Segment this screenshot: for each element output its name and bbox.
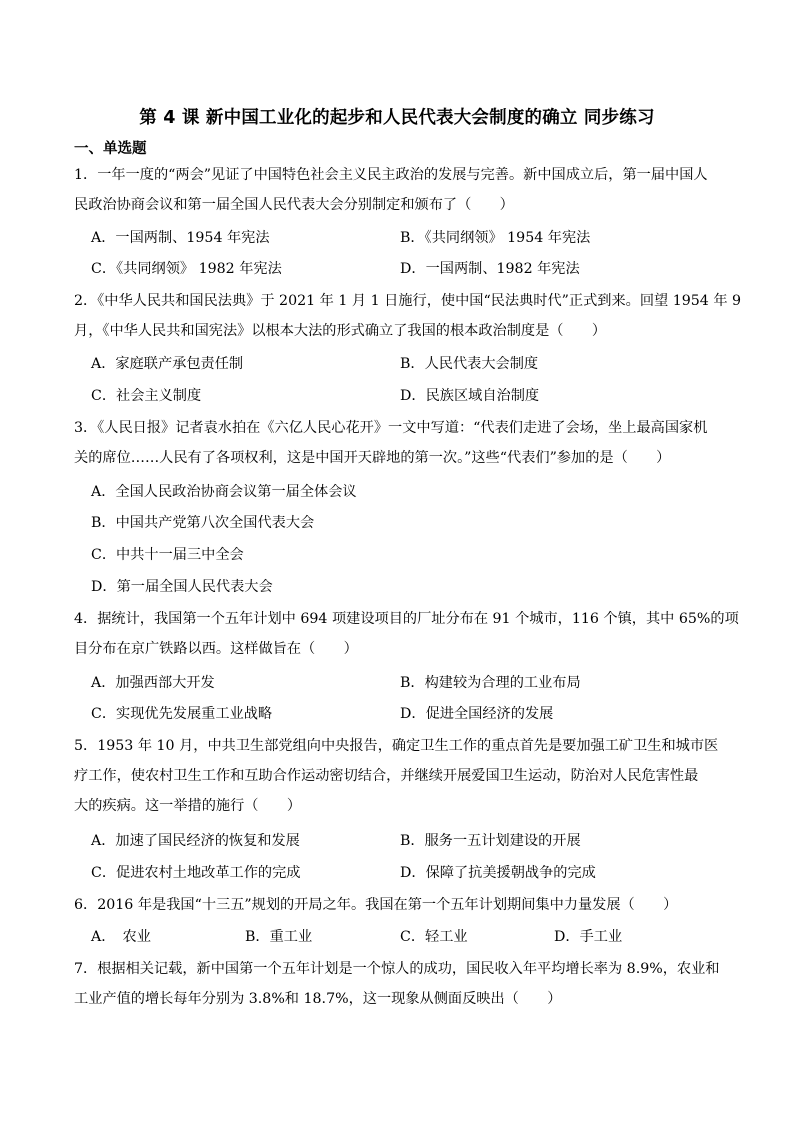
question-text-line: 疗工作，使农村卫生工作和互助合作运动密切结合，并继续开展爱国卫生运动，防治对人民危害性最 (74, 768, 699, 784)
option-c: C．实现优先发展重工业战略 (91, 706, 273, 722)
option-b: B．人民代表大会制度 (400, 356, 539, 372)
question-text-line: 月，《中华人民共和国宪法》以根本大法的形式确立了我国的根本政治制度是（ ） (74, 323, 607, 339)
option-d: D．促进全国经济的发展 (400, 706, 554, 722)
option-b: B．构建较为合理的工业布局 (400, 675, 581, 691)
question-5 (74, 731, 726, 821)
question-text-line: 4．据统计，我国第一个五年计划中 694 项建设项目的厂址分布在 91 个城市，116 个镇，其中 65%的项 (74, 611, 739, 627)
option-c: C．社会主义制度 (91, 388, 202, 404)
question-text-line: 大的疾病。这一举措的施行（ ） (74, 798, 302, 814)
option-d: D．民族区域自治制度 (400, 388, 540, 404)
question-text-line: 1．一年一度的“两会”见证了中国特色社会主义民主政治的发展与完善。新中国成立后，第一届中国人 (74, 167, 708, 183)
option-d: D．第一届全国人民代表大会 (91, 579, 273, 595)
option-a: A．加强西部大开发 (91, 675, 215, 691)
question-text-line: 6．2016 年是我国“十三五”规划的开局之年。我国在第一个五年计划期间集中力量发展（ ） (74, 897, 678, 913)
option-b: B．服务一五计划建设的开展 (400, 833, 581, 849)
option-a: A．家庭联产承包责任制 (91, 356, 244, 372)
option-c: C．《共同纲领》 1982 年宪法 (91, 261, 282, 277)
question-4 (74, 604, 739, 664)
question-text-line: 5．1953 年 10 月，中共卫生部党组向中央报告，确定卫生工作的重点首先是要加强工矿卫生和城市医 (74, 738, 719, 754)
question-6 (74, 890, 726, 920)
option-a: A．一国两制、1954 年宪法 (91, 230, 270, 246)
question-text-line: 工业产值的增长每年分别为 3.8%和 18.7%，这一现象从侧面反映出（ ） (74, 991, 562, 1007)
question-2 (74, 286, 742, 346)
page-title: 第 4 课 新中国工业化的起步和人民代表大会制度的确立 同步练习 (139, 108, 655, 128)
option-d: D．手工业 (554, 929, 623, 945)
question-text-line: 目分布在京广铁路以西。这样做旨在（ ） (74, 641, 358, 657)
option-b: B．重工业 (245, 929, 313, 945)
question-text-line: 民政治协商会议和第一届全国人民代表大会分别制定和颁布了（ ） (74, 197, 514, 213)
option-d: D．保障了抗美援朝战争的完成 (400, 865, 596, 881)
option-a: A．全国人民政治协商会议第一届全体会议 (91, 484, 357, 500)
option-b: B．《共同纲领》 1954 年宪法 (400, 230, 591, 246)
section-heading: 一、单选题 (74, 141, 147, 157)
option-c: C．促进农村土地改革工作的完成 (91, 865, 301, 881)
option-a: A． 农业 (91, 929, 151, 945)
question-7 (74, 954, 726, 1014)
question-text-line: 关的席位……人民有了各项权利，这是中国开天辟地的第一次。”这些“代表们”参加的是（ ） (74, 450, 671, 466)
option-c: C．中共十一届三中全会 (91, 547, 244, 563)
question-1 (74, 160, 726, 220)
option-d: D．一国两制、1982 年宪法 (400, 261, 580, 277)
question-text-line: 3．《人民日报》记者袁水拍在《六亿人民心花开》一文中写道：“代表们走进了会场，坐上最高国家机 (74, 420, 708, 436)
option-c: C．轻工业 (400, 929, 468, 945)
option-b: B．中国共产党第八次全国代表大会 (91, 515, 315, 531)
option-a: A．加速了国民经济的恢复和发展 (91, 833, 300, 849)
question-text-line: 7．根据相关记载，新中国第一个五年计划是一个惊人的成功，国民收入年平均增长率为 8.9%，农业和 (74, 961, 720, 977)
question-3 (74, 413, 726, 473)
question-text-line: 2．《中华人民共和国民法典》于 2021 年 1 月 1 日施行，使中国“民法典时代”正式到来。回望 1954 年 9 (74, 293, 742, 309)
